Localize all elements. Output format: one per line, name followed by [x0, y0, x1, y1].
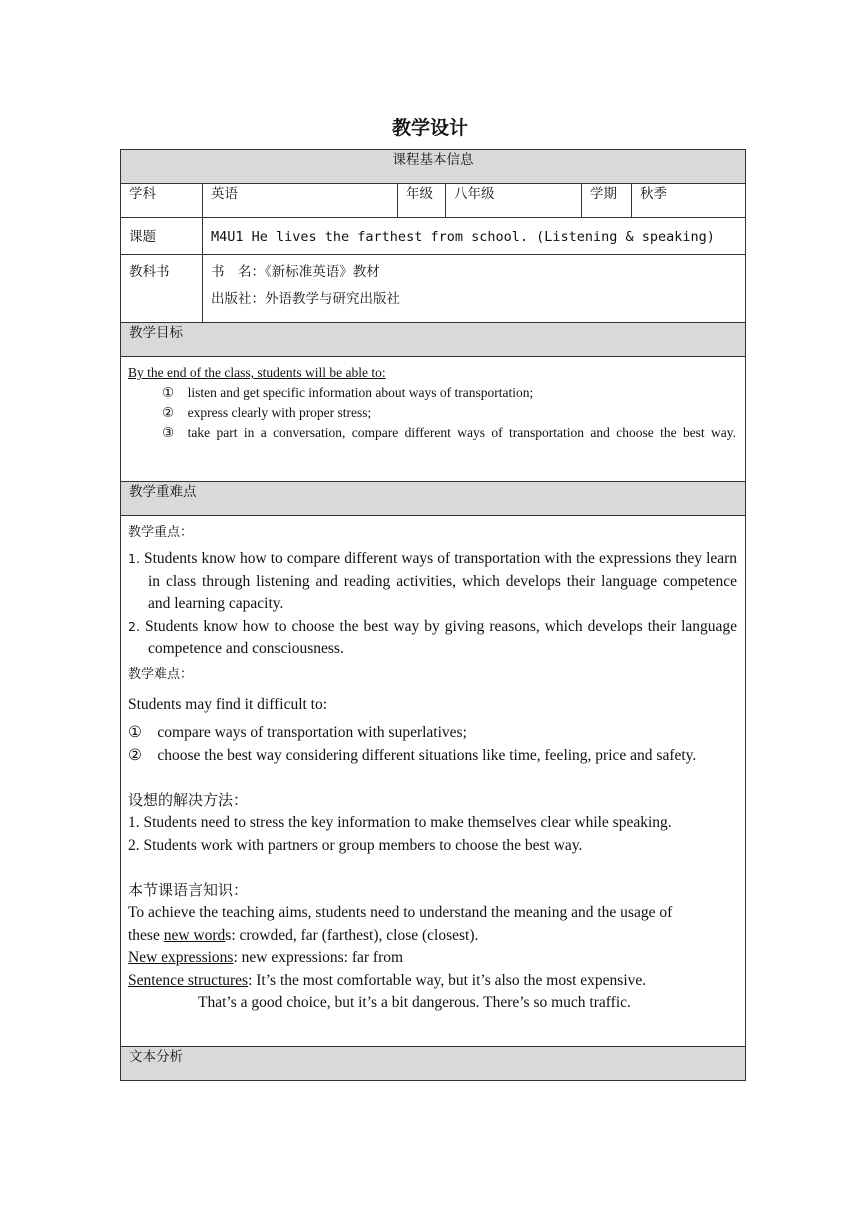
difficulty-item-1: ① compare ways of transportation with superlatives;: [128, 724, 467, 741]
topic-label: 课题: [121, 218, 203, 255]
new-expressions-text: : new expressions: far from: [233, 949, 404, 966]
new-words-underlined: new word: [163, 926, 226, 944]
difficulty-item-2: ② choose the best way considering different situations like time, feeling, price and safety.: [128, 746, 697, 764]
subject-row: [121, 184, 746, 218]
focus-item-2-number: 2.: [128, 618, 140, 634]
difficulty-block: [128, 694, 737, 768]
new-expressions-line: [128, 947, 737, 970]
lesson-plan-table: [120, 149, 746, 1081]
key-points-header: 教学重难点: [121, 482, 746, 516]
difficulty-label: 教学难点：: [128, 666, 194, 682]
key-points-row: [121, 516, 746, 1047]
new-words-line: [128, 925, 737, 948]
subject-label: 学科: [121, 184, 203, 218]
new-words-prefix: these: [128, 926, 164, 944]
textbook-row: [121, 255, 746, 323]
sentence-structures-label: Sentence structures: [128, 971, 249, 989]
focus-item-2: [128, 616, 737, 661]
key-points-header-row: [121, 482, 746, 516]
textbook-label: 教科书: [121, 255, 203, 323]
term-value: 秋季: [632, 184, 746, 218]
textbook-name: 书 名：《新标准英语》教材: [211, 264, 380, 280]
sentence-structures-line-2: That’s a good choice, but it’s a bit dangerous. There’s so much traffic.: [198, 994, 631, 1011]
solution-label: 设想的解决方法：: [128, 791, 249, 809]
objectives-header-row: [121, 323, 746, 357]
topic-row: [121, 218, 746, 255]
focus-item-1-text: Students know how to compare different ways of transportation with the expressions they learn in class through listening and reading activities, which develops their language competence and learning capacity.: [144, 550, 738, 612]
grade-label: 年级: [398, 184, 446, 218]
basic-info-header: 课程基本信息: [121, 150, 746, 184]
objectives-row: [121, 357, 746, 482]
textbook-publisher: 出版社：外语教学与研究出版社: [211, 291, 400, 307]
objective-item-1: ① listen and get specific information about ways of transportation;: [162, 385, 534, 400]
solution-item-1: 1. Students need to stress the key information to make themselves clear while speaking.: [128, 814, 672, 831]
objectives-intro: By the end of the class, students will be able to:: [128, 365, 386, 380]
solution-item-2: 2. Students work with partners or group members to choose the best way.: [128, 836, 583, 854]
basic-info-header-row: [121, 150, 746, 184]
language-label: 本节课语言知识：: [128, 881, 249, 899]
language-block: [128, 902, 737, 1015]
objectives-content: [121, 357, 746, 482]
sentence-structures-text: : It’s the most comfortable way, but it’s also the most expensive.: [248, 971, 647, 989]
sentence-structures-line: [128, 970, 737, 993]
new-words-list: s: crowded, far (farthest), close (closest).: [225, 926, 479, 944]
objective-item-2: ② express clearly with proper stress;: [162, 405, 372, 420]
subject-value: 英语: [203, 184, 398, 218]
objective-item-3: ③ take part in a conversation, compare different ways of transportation and choose the best way.: [162, 425, 737, 440]
objectives-header: 教学目标: [121, 323, 746, 357]
focus-label: 教学重点：: [128, 525, 194, 540]
difficulty-intro: Students may find it difficult to:: [128, 695, 328, 713]
language-intro: To achieve the teaching aims, students need to understand the meaning and the usage of: [128, 904, 673, 921]
new-expressions-label: New expressions: [128, 949, 234, 966]
text-analysis-header: 文本分析: [121, 1047, 746, 1081]
document-title: 教学设计: [391, 117, 468, 139]
key-points-content: [121, 516, 746, 1047]
focus-item-2-text: Students know how to choose the best way by giving reasons, which develops their language competence and consciousness.: [144, 617, 738, 657]
grade-value: 八年级: [446, 184, 582, 218]
term-label: 学期: [582, 184, 632, 218]
solution-block: [128, 812, 737, 857]
focus-item-1: [128, 548, 737, 616]
topic-value: M4U1 He lives the farthest from school. (Listening & speaking): [203, 218, 746, 255]
text-analysis-header-row: [121, 1047, 746, 1081]
focus-item-1-number: 1.: [128, 551, 140, 566]
